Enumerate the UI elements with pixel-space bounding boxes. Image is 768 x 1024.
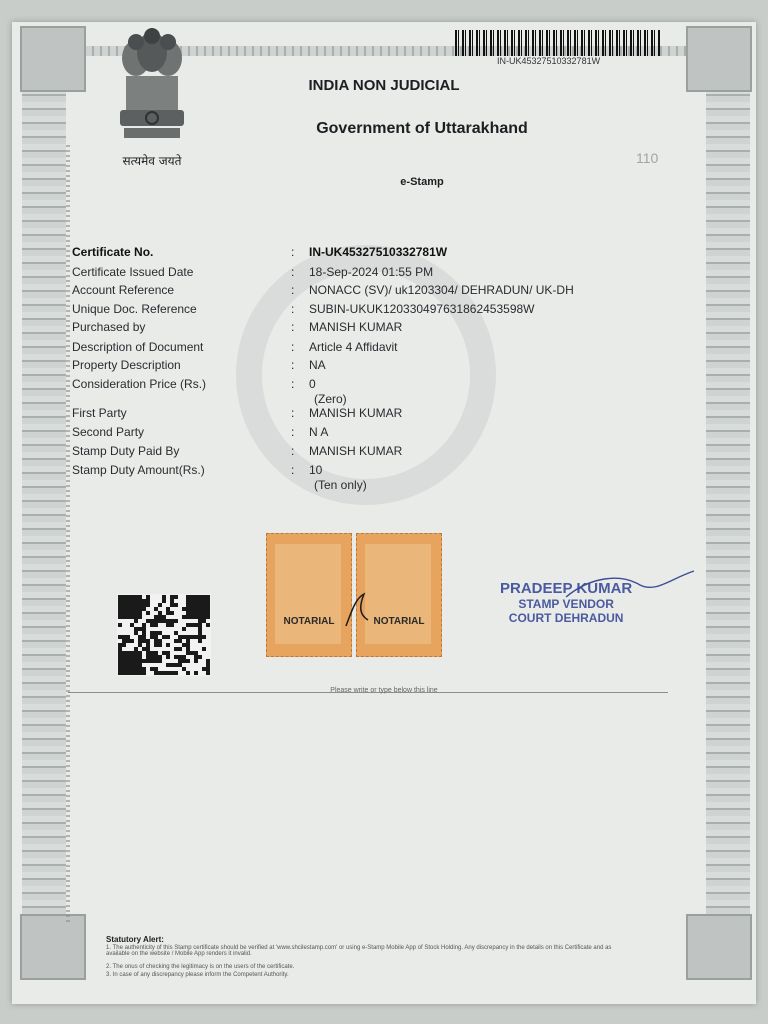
vendor-designation: STAMP VENDOR <box>518 597 614 611</box>
field-value: Article 4 Affidavit <box>309 340 398 354</box>
issuing-authority: Government of Uttarakhand <box>316 120 528 137</box>
field-label: Purchased by <box>72 320 146 334</box>
field-value: NONACC (SV)/ uk1203304/ DEHRADUN/ UK-DH <box>309 283 574 297</box>
field-value-words: (Zero) <box>314 392 347 406</box>
field-label: Stamp Duty Paid By <box>72 444 180 458</box>
field-label: Second Party <box>72 425 145 439</box>
field-value-words: (Ten only) <box>314 478 367 492</box>
qr-code <box>117 594 211 676</box>
field-value: SUBIN-UKUK120330497631862453598W <box>309 302 535 316</box>
field-separator: : <box>291 245 295 259</box>
statutory-alert-line: 3. In case of any discrepancy please inform the Competent Authority. <box>106 972 289 978</box>
statutory-alert-line: 1. The authenticity of this Stamp certificate should be verified at 'www.shcilestamp.com' or using e-Stamp Mobile App of Stock Holding. Any discrepancy in the details on this Certificate and as available on the website / Mobile App renders it invalid. <box>106 945 612 957</box>
field-separator: : <box>291 265 295 279</box>
stamp-label: NOTARIAL <box>283 616 335 627</box>
field-separator: : <box>291 425 295 439</box>
field-value: MANISH KUMAR <box>309 406 403 420</box>
stamp-paper <box>12 22 756 1004</box>
field-value: 0 <box>309 377 316 391</box>
field-value: MANISH KUMAR <box>309 444 403 458</box>
field-label: Account Reference <box>72 283 175 297</box>
field-separator: : <box>291 358 295 372</box>
field-separator: : <box>291 320 295 334</box>
field-separator: : <box>291 463 295 477</box>
field-label: Unique Doc. Reference <box>72 302 197 316</box>
field-label: First Party <box>72 406 127 420</box>
stamp-signature <box>342 590 372 630</box>
statutory-alert-line: 2. The onus of checking the legitimacy is on the users of the certificate. <box>106 964 295 970</box>
field-separator: : <box>291 302 295 316</box>
emblem-motto: सत्यमेव जयते <box>122 154 182 168</box>
vendor-name: PRADEEP KUMAR <box>500 580 633 597</box>
field-separator: : <box>291 377 295 391</box>
corner-ornament-bottom-right <box>686 914 752 980</box>
field-label: Description of Document <box>72 340 204 354</box>
field-value: NA <box>309 358 326 372</box>
stamp-label: NOTARIAL <box>373 616 425 627</box>
field-label: Property Description <box>72 358 181 372</box>
field-value: 18-Sep-2024 01:55 PM <box>309 265 434 279</box>
field-value: N A <box>309 425 329 439</box>
field-label: Consideration Price (Rs.) <box>72 377 207 391</box>
field-label: Certificate No. <box>72 245 154 259</box>
field-separator: : <box>291 283 295 297</box>
corner-ornament-bottom-left <box>20 914 86 980</box>
field-value: IN-UK45327510332781W <box>309 245 448 259</box>
field-separator: : <box>291 444 295 458</box>
serial-number: 110 <box>636 150 659 166</box>
field-value: 10 <box>309 463 323 477</box>
field-separator: : <box>291 340 295 354</box>
document-heading: INDIA NON JUDICIAL <box>308 77 460 94</box>
write-below-note: Please write or type below this line <box>330 687 438 694</box>
barcode-id: IN-UK45327510332781W <box>497 56 601 66</box>
field-separator: : <box>291 406 295 420</box>
notarial-stamp <box>266 533 352 657</box>
document-type: e-Stamp <box>400 176 444 188</box>
vendor-location: COURT DEHRADUN <box>508 611 624 625</box>
barcode <box>455 30 660 56</box>
security-microtext <box>66 142 70 922</box>
field-label: Stamp Duty Amount(Rs.) <box>72 463 205 477</box>
vendor-signature <box>560 567 700 607</box>
statutory-alert-heading: Statutory Alert: <box>106 935 164 944</box>
field-label: Certificate Issued Date <box>72 265 194 279</box>
field-value: MANISH KUMAR <box>309 320 403 334</box>
